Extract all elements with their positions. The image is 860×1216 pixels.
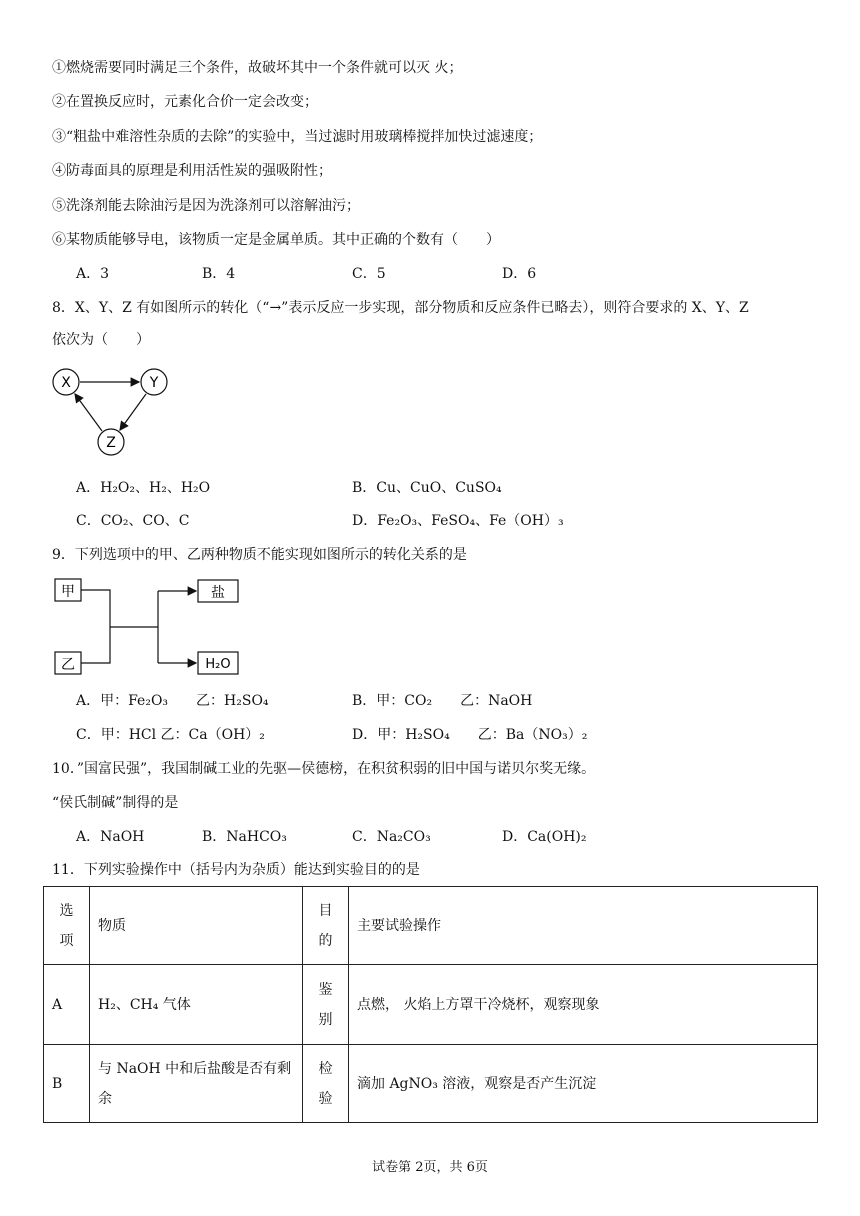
q8-option-c[interactable]: C．CO₂、CO、C [76,513,190,529]
node-y-label: Y [149,375,159,391]
q10-option-b[interactable]: B．NaHCO₃ [202,829,287,845]
table-row [44,965,818,1045]
q7-option-a[interactable]: A．3 [76,266,110,282]
q10-stem-line1: 10．”国富民强”，我国制碱工业的先驱—侯德榜，在积贫积弱的旧中国与诺贝尔奖无缘。 [52,761,596,777]
statement-3: ③“粗盐中难溶性杂质的去除”的实验中，当过滤时用玻璃棒搅拌加快过滤速度； [52,129,543,145]
page-footer: 试卷第 2页，共 6页 [372,1160,488,1175]
arrow-y-to-z [120,394,146,430]
statement-1: ①燃烧需要同时满足三个条件，故破坏其中一个条件就可以灭 火； [52,60,463,76]
box-jia-label: 甲 [61,584,75,600]
table-row [44,1045,818,1123]
box-water-label: H₂O [205,657,231,672]
q8-stem-line2: 依次为（ ） [52,332,150,348]
q9-stem: 9．下列选项中的甲、乙两种物质不能实现如图所示的转化关系的是 [52,547,467,563]
q8-stem-line1: 8．X、Y、Z 有如图所示的转化（“→”表示反应一步实现，部分物质和反应条件已略去），则符合要求的 X、Y、Z [52,300,749,316]
q10-option-d[interactable]: D．Ca(OH)₂ [502,829,587,845]
row-a-operation: 点燃， 火焰上方罩干冷烧杯，观察现象 [349,965,818,1045]
arrow-z-to-x [75,394,102,431]
experiment-table [43,886,818,1123]
q7-option-c[interactable]: C．5 [352,266,386,282]
q9-option-c[interactable]: C．甲：HCl 乙：Ca（OH）₂ [76,727,265,743]
row-b-substance: 与 NaOH 中和后盐酸是否有剩余 [90,1045,303,1123]
q10-option-c[interactable]: C．Na₂CO₃ [352,829,431,845]
header-purpose: 目的 [303,887,349,965]
xyz-cycle-diagram [48,360,178,470]
q11-stem: 11．下列实验操作中（括号内为杂质）能达到实验目的的是 [52,862,420,878]
q10-stem-line2: “侯氏制碱”制得的是 [52,795,179,811]
q7-option-d[interactable]: D．6 [502,266,537,282]
q8-option-a[interactable]: A．H₂O₂、H₂、H₂O [76,480,211,496]
q7-option-b[interactable]: B．4 [202,266,236,282]
jia-yi-conversion-diagram [52,575,252,680]
statement-2: ②在置换反应时，元素化合价一定会改变； [52,94,318,110]
statement-6: ⑥某物质能够导电，该物质一定是金属单质。其中正确的个数有（ ） [52,232,500,248]
row-a-substance: H₂、CH₄ 气体 [90,965,303,1045]
box-yi-label: 乙 [61,657,75,673]
node-z-label: Z [106,435,116,451]
q8-option-b[interactable]: B．Cu、CuO、CuSO₄ [352,480,502,496]
q10-option-a[interactable]: A．NaOH [76,829,145,845]
q8-option-d[interactable]: D．Fe₂O₃、FeSO₄、Fe（OH）₃ [352,513,564,529]
box-salt-label: 盐 [211,585,225,601]
q9-option-a[interactable]: A．甲：Fe₂O₃ 乙：H₂SO₄ [76,693,269,709]
connector-left [81,590,110,663]
row-b-option: B [44,1045,90,1123]
row-b-operation: 滴加 AgNO₃ 溶液，观察是否产生沉淀 [349,1045,818,1123]
header-option: 选项 [44,887,90,965]
table-header-row [44,887,818,965]
row-a-option: A [44,965,90,1045]
row-a-purpose: 鉴别 [303,965,349,1045]
q9-option-d[interactable]: D．甲：H₂SO₄ 乙：Ba（NO₃）₂ [352,727,588,743]
statement-5: ⑤洗涤剂能去除油污是因为洗涤剂可以溶解油污； [52,198,360,214]
statement-4: ④防毒面具的原理是利用活性炭的强吸附性； [52,163,332,179]
q9-option-b[interactable]: B．甲：CO₂ 乙：NaOH [352,693,533,709]
header-operation: 主要试验操作 [349,887,818,965]
row-b-purpose: 检验 [303,1045,349,1123]
header-substance: 物质 [90,887,303,965]
node-x-label: X [61,375,71,391]
